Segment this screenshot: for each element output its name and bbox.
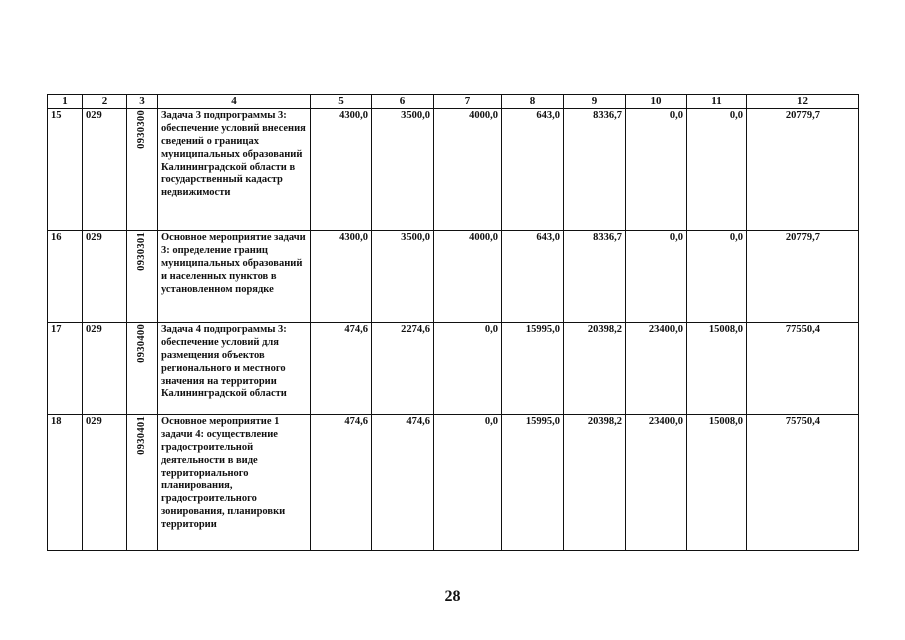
- row-description: Основное мероприятие задачи 3: определение границ муниципальных образований и населенных пунктов в установленном порядке: [158, 231, 311, 323]
- value-col-10: 0,0: [626, 109, 687, 231]
- budget-table: [47, 94, 859, 551]
- value-col-10: 23400,0: [626, 323, 687, 415]
- value-col-10: 23400,0: [626, 415, 687, 551]
- column-header: 6: [372, 95, 434, 109]
- budget-code-cell: [127, 415, 158, 551]
- ministry-code: 029: [83, 415, 127, 551]
- column-header: 3: [127, 95, 158, 109]
- value-col-8: 643,0: [502, 109, 564, 231]
- column-number-header-row: [48, 95, 859, 109]
- budget-code: 0930300: [135, 110, 147, 150]
- column-header: 7: [434, 95, 502, 109]
- column-header: 1: [48, 95, 83, 109]
- value-col-12-total: 20779,7: [747, 109, 859, 231]
- value-col-9: 20398,2: [564, 323, 626, 415]
- table-row: [48, 231, 859, 323]
- column-header: 9: [564, 95, 626, 109]
- column-header: 8: [502, 95, 564, 109]
- table-row: [48, 323, 859, 415]
- row-number: 17: [48, 323, 83, 415]
- value-col-8: 15995,0: [502, 323, 564, 415]
- value-col-6: 474,6: [372, 415, 434, 551]
- ministry-code: 029: [83, 323, 127, 415]
- value-col-12-total: 75750,4: [747, 415, 859, 551]
- row-description: Задача 4 подпрограммы 3: обеспечение условий для размещения объектов регионального и местного значения на территории Калининградской области: [158, 323, 311, 415]
- value-col-9: 20398,2: [564, 415, 626, 551]
- column-header: 10: [626, 95, 687, 109]
- value-col-7: 0,0: [434, 323, 502, 415]
- table-row: [48, 109, 859, 231]
- page-number: 28: [444, 588, 461, 605]
- value-col-9: 8336,7: [564, 109, 626, 231]
- row-description: Задача 3 подпрограммы 3: обеспечение условий внесения сведений о границах муниципальных образований Калининградской области в государственный кадастр недвижимости: [158, 109, 311, 231]
- value-col-7: 4000,0: [434, 231, 502, 323]
- value-col-5: 4300,0: [311, 231, 372, 323]
- value-col-9: 8336,7: [564, 231, 626, 323]
- value-col-8: 15995,0: [502, 415, 564, 551]
- budget-code: 0930301: [135, 232, 147, 272]
- column-header: 2: [83, 95, 127, 109]
- value-col-11: 15008,0: [687, 323, 747, 415]
- value-col-5: 4300,0: [311, 109, 372, 231]
- value-col-7: 0,0: [434, 415, 502, 551]
- ministry-code: 029: [83, 109, 127, 231]
- value-col-12-total: 77550,4: [747, 323, 859, 415]
- value-col-7: 4000,0: [434, 109, 502, 231]
- column-header: 11: [687, 95, 747, 109]
- budget-code: 0930400: [135, 324, 147, 364]
- value-col-6: 3500,0: [372, 231, 434, 323]
- row-description: Основное мероприятие 1 задачи 4: осуществление градостроительной деятельности в виде территориального планирования, градостроительного зонирования, планировки территории: [158, 415, 311, 551]
- budget-code-cell: [127, 323, 158, 415]
- value-col-6: 2274,6: [372, 323, 434, 415]
- table-row: [48, 415, 859, 551]
- row-number: 18: [48, 415, 83, 551]
- value-col-10: 0,0: [626, 231, 687, 323]
- value-col-11: 0,0: [687, 231, 747, 323]
- value-col-8: 643,0: [502, 231, 564, 323]
- value-col-12-total: 20779,7: [747, 231, 859, 323]
- column-header: 12: [747, 95, 859, 109]
- value-col-11: 0,0: [687, 109, 747, 231]
- ministry-code: 029: [83, 231, 127, 323]
- value-col-5: 474,6: [311, 323, 372, 415]
- budget-code-cell: [127, 231, 158, 323]
- budget-code-cell: [127, 109, 158, 231]
- value-col-5: 474,6: [311, 415, 372, 551]
- value-col-11: 15008,0: [687, 415, 747, 551]
- row-number: 16: [48, 231, 83, 323]
- value-col-6: 3500,0: [372, 109, 434, 231]
- row-number: 15: [48, 109, 83, 231]
- column-header: 5: [311, 95, 372, 109]
- column-header: 4: [158, 95, 311, 109]
- budget-code: 0930401: [135, 416, 147, 456]
